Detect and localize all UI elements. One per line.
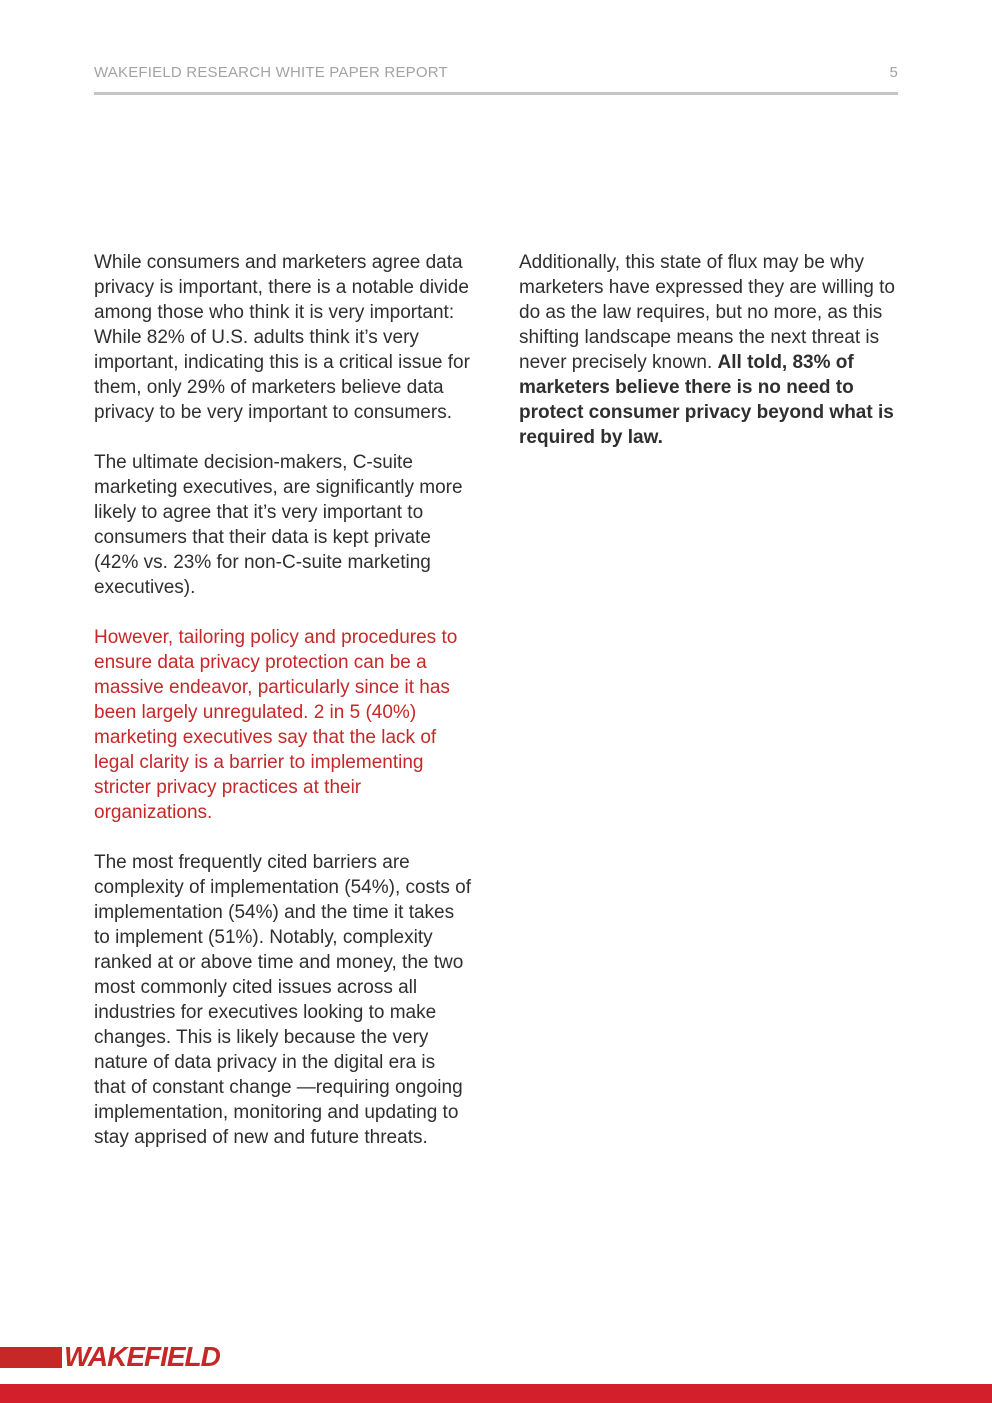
highlight-paragraph-legal-clarity: However, tailoring policy and procedures to ensure data privacy protection can be a massive endeavor, particularly since it has been largely unregulated. 2 in 5 (40%) marketing executives say that the lack of legal clarity is a barrier to implementing stricter privacy practices at their organizations. [94, 627, 458, 823]
paragraph-privacy-divide: While consumers and marketers agree data privacy is important, there is a notable divide among those who think it is very important: While 82% of U.S. adults think it’s very important, indicating this is a critical issue for them, only 29% of marketers believe data privacy to be very important to consumers. [94, 252, 470, 423]
report-title: WAKEFIELD RESEARCH WHITE PAPER REPORT [94, 64, 448, 81]
footer-accent-bar [0, 1347, 62, 1368]
flux-text: Additionally, this state of flux may be why marketers have expressed they are willing to do as the law requires, but no more, as this shifting landscape means the next threat is never precisely known. [519, 252, 895, 373]
bold-statement: All told, 83% of marketers believe there is no need to protect consumer privacy beyond what is required by law. [519, 352, 894, 448]
wakefield-logo: WAKEFIELD [64, 1341, 220, 1372]
header-divider [94, 92, 898, 95]
running-header [94, 64, 898, 82]
footer-bottom-bar [0, 1384, 992, 1403]
paragraph-barriers: The most frequently cited barriers are complexity of implementation (54%), costs of implementation (54%) and the time it takes to implement (51%). Notably, complexity ranked at or above time and money, the two most commonly cited issues across all industries for executives looking to make changes. This is likely because the very nature of data privacy in the digital era is that of constant change —requiring ongoing implementation, monitoring and updating to stay apprised of new and future threats. [94, 852, 471, 1148]
paragraph-state-of-flux [519, 250, 899, 450]
paragraph-c-suite: The ultimate decision-makers, C-suite marketing executives, are significantly more likely to agree that it’s very important to consumers that their data is kept private (42% vs. 23% for non-C-suite marketing executives). [94, 452, 463, 598]
page-number: 5 [889, 64, 898, 81]
right-column [519, 250, 899, 475]
left-column [94, 250, 472, 1175]
